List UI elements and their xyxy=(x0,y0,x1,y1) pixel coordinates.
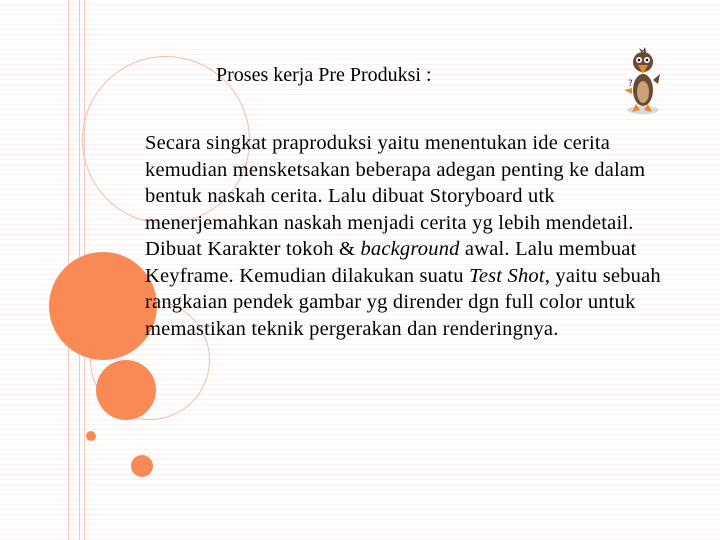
slide-body xyxy=(145,130,685,342)
decor-circle-large xyxy=(49,252,157,360)
body-text-part1: Secara singkat praproduksi yaitu menentukan ide cerita kemudian mensketsakan beberapa adegan penting ke dalam bentuk naskah cerita. Lalu dibuat Storyboard utk menerjemahkan naskah menjadi cerita yg lebih mendetail. Dibuat Karakter tokoh & xyxy=(145,132,646,260)
body-text-part2: awal. Lalu membuat Keyframe. Kemudian dilakukan suatu xyxy=(145,238,637,287)
slide-title: Proses kerja Pre Produksi : xyxy=(216,64,432,86)
decor-circle-medium xyxy=(96,360,156,420)
body-text-part3: , yaitu sebuah rangkaian pendek gambar yg dirender dgn full color untuk memastikan teknik pergerakan dan renderingnya. xyxy=(145,264,661,340)
decor-circle-small xyxy=(131,455,153,477)
thinking-bird-icon xyxy=(618,44,668,116)
svg-text:?: ? xyxy=(628,79,633,89)
decor-dot xyxy=(86,431,96,441)
body-emphasis-background: background xyxy=(360,238,460,260)
body-emphasis-test-shot: Test Shot xyxy=(469,264,545,287)
